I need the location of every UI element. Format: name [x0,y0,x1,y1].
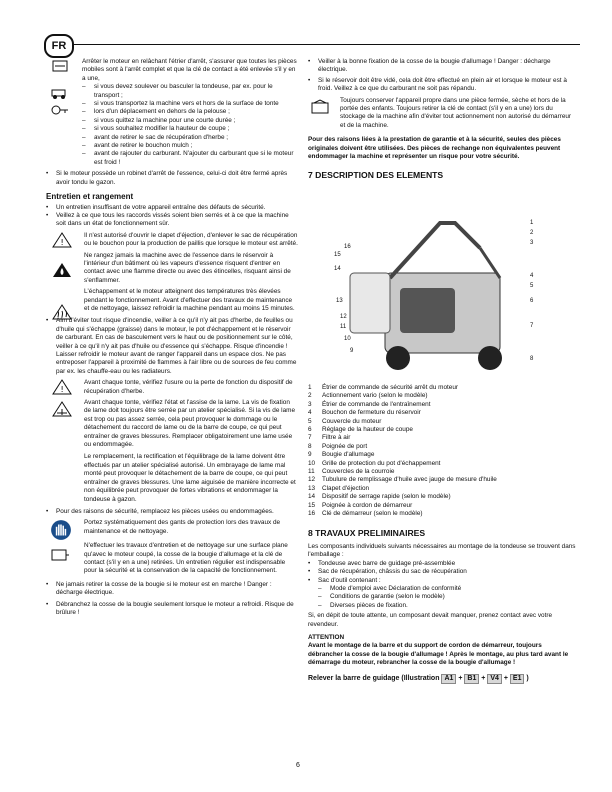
list-item: 5 Couvercle du moteur [308,417,382,425]
callout-label: 6 [530,298,534,304]
callout-label: 2 [530,230,534,236]
blade-check-text: Avant chaque tonte, vérifiez l'état et l'assise de la lame. La vis de fixation de lame doit toujours être serrée par un atelier spécialisé. Si la vis de lame est trop ou pas assez serrée, cela peut provoquer le dommage ou le détachement du raccord de lame ou de la barre de coupe, ce qui peut entraîner de graves blessures. Remplacer obligatoirement une lame usée ou endommagée. [84,399,295,449]
figure-ref: A1 [441,674,456,684]
list-item: – si vous transportez la machine vers et hors de la surface de tonte [82,100,298,108]
callout-label: 1 [530,220,534,226]
package-intro: Les composants individuels suivants nécessaires au montage de la tondeuse se trouvent dans l'emballage : [308,542,576,559]
callout-label: 13 [336,298,343,304]
list-item: 10 Grille de protection du pot d'échappement [308,459,441,467]
list-item: 6 Réglage de la hauteur de coupe [308,426,413,434]
list-item: • Débranchez la cosse de la bougie seulement lorsque le moteur a refroidi. Risque de brûlure ! [46,601,298,618]
list-item: • Veillez à ce que tous les raccords vissés soient bien serrés et à ce que la machine soit dans un état de fonctionnement sûr. [46,212,298,229]
blade-warning-icon [52,401,72,417]
list-item: – lors d'un déplacement en dehors de la pelouse ; [82,108,298,116]
section-title-description: 7 DESCRIPTION DES ELEMENTS [308,170,444,181]
fuel-cock-bullet: • Si le moteur possède un robinet d'arrêt de l'essence, celui-ci doit être fermé après avoir tondu le gazon. [46,170,298,187]
callout-label: 10 [344,336,351,342]
figure-ref: V4 [487,674,502,684]
list-item: • Un entretien insuffisant de votre appareil entraîne des défauts de sécurité. [46,204,298,212]
grass-catcher-text: Avant chaque tonte, vérifiez l'usure ou la perte de fonction du dispositif de récupération d'herbe. [84,379,293,395]
list-item: 12 Tubulure de remplissage d'huile avec jauge de mesure d'huile [308,476,497,484]
missing-part-text: Si, en dépit de toute attente, un composant devait manquer, prenez contact avec votre revendeur. [308,612,553,628]
list-item: • Si le réservoir doit être vidé, cela doit être effectué en plein air et lorsque le moteur est à froid. Veillez à ce que du carburant ne soit pas répandu. [308,77,578,94]
attention-text: Avant le montage de la barre et du support de cordon de démarreur, toujours débrancher la cosse de la bougie d'allumage ! Après le montage, au plus tard avant le démarrage du moteur, rebrancher la cosse de la bougie d'allumage ! [308,642,569,667]
list-item: – si vous souhaitez modifier la hauteur de coupe ; [82,125,298,133]
attention-label: ATTENTION [308,633,345,641]
callout-label: 5 [530,283,534,289]
callout-label: 15 [334,252,341,258]
callout-label: 3 [530,240,534,246]
list-item: • Ne jamais retirer la cosse de la bougie si le moteur est en marche ! Danger : décharge électrique. [46,581,298,598]
blade-replacement-text: Le remplacement, la rectification et l'équilibrage de la lame doivent être effectués par un atelier spécialisé autorisé. Un embrayage de lame mal monté peut provoquer le détachement de la barre de coupe, ce qui peut entraîner de graves blessures. Une lame aiguisée de manière incorrecte et non équilibrée peut provoquer de fortes vibrations et endommager la tondeuse à gazon. [84,453,296,503]
gloves-icon [50,519,72,541]
intro-warning: Arrêter le moteur en relâchant l'étrier d'arrêt, s'assurer que toutes les pièces mobiles sont à l'arrêt complet et que la clé de contact a été enlevée s'il y en a une, [82,58,297,82]
fire-hazard-text: Ne rangez jamais la machine avec de l'essence dans le réservoir à l'intérieur d'un bâtiment où les vapeurs d'essence risquent d'entrer en contact avec une flamme directe ou avec des étincelles, risquant ainsi de s'enflammer. [84,251,291,284]
storage-text: Toujours conserver l'appareil propre dans une pièce fermée, sèche et hors de la portée des enfants. Toujours retirer la clé de contact (s'il y en a une) lors du stockage de la machine afin d'éviter tout actionnement non autorisé du démarreur et de la machine. [340,96,572,129]
list-item: 8 Poignée de port [308,442,368,450]
stop-engine-icon [50,58,70,74]
callout-label: 14 [334,266,341,272]
section-title-maintenance: Entretien et rangement [46,192,134,202]
callout-label: 7 [530,323,534,329]
callout-label: 4 [530,273,534,279]
language-badge: FR [44,34,74,58]
key-icon [50,102,70,118]
list-item: – Conditions de garantie (selon le modèle) [318,593,578,601]
right-column [308,58,578,180]
list-item: 15 Poignée à cordon de démarreur [308,501,413,509]
list-item: 9 Bougie d'allumage [308,451,375,459]
list-item: • Sac de récupération, châssis du sac de récupération [308,568,578,576]
ejection-flap-text: Il n'est autorisé d'ouvrir le clapet d'éjection, d'enlever le sac de récupération ou le bouchon pour la production de paillis que lorsque le moteur est arrêté. [84,231,298,248]
header-rule [72,44,580,45]
list-item: 2 Actionnement vario (selon le modèle) [308,392,428,400]
svg-text:!: ! [60,385,64,395]
gloves-text: Portez systématiquement des gants de protection lors des travaux de maintenance et de nettoyage. [84,519,281,535]
spark-plug-icon [50,547,70,563]
list-item: 13 Clapet d'éjection [308,484,370,492]
figure-ref: E1 [510,674,525,684]
tilt-mower-icon [50,84,70,100]
maintenance-surface-text: N'effectuer les travaux d'entretien et de nettoyage sur une surface plane qu'avec le moteur coupé, la cosse de la bougie d'allumage et la clé de contact (s'il y en a une) retirées. Un entretien régulier est indispensable pour la sécurité et la conservation de la capacité de fonctionnement. [84,542,288,575]
parts-list [308,384,578,684]
list-item: – Diverses pièces de fixation. [318,602,578,610]
list-item: 14 Dispositif de serrage rapide (selon le modèle) [308,493,451,501]
svg-text:!: ! [60,237,64,247]
storage-icon [310,99,330,115]
page-number: 6 [296,762,300,769]
list-item: 7 Filtre à air [308,434,351,442]
callout-label: 9 [350,348,354,354]
ejection-flap-warning-icon [52,232,72,248]
fire-hazard-icon [52,262,72,278]
callout-label: 11 [340,324,347,330]
list-item: 16 Clé de démarreur (selon le modèle) [308,510,423,518]
list-item: – si vous devez soulever ou basculer la tondeuse, par ex. pour le transport ; [82,83,298,100]
original-parts-warning: Pour des raisons liées à la prestation de garantie et à la sécurité, seules des pièces originales doivent être utilisées. Des pièces de rechange non équivalentes peuvent endommager la machine et représenter un risque pour votre sécurité. [308,136,561,161]
callout-label: 12 [340,314,347,320]
figure-ref: B1 [464,674,479,684]
list-item: • Pour des raisons de sécurité, remplacez les pièces usées ou endommagées. [46,508,298,516]
hot-surface-text: L'échappement et le moteur atteignent des températures très élevées pendant le fonctionnement. Avant d'effectuer des travaux de maintenance et de nettoyage, laissez refroidir la machine pendant au moins 15 minutes. [84,288,295,312]
mower-figure [330,218,550,378]
callout-label: 8 [530,356,534,362]
list-item: • Sac d'outil contenant : [308,577,578,585]
list-item: – avant de retirer le bouchon mulch ; [82,142,298,150]
list-item: 11 Couvercles de la courroie [308,468,395,476]
list-item: 4 Bouchon de fermeture du réservoir [308,409,421,417]
list-item: – Mode d'emploi avec Déclaration de conformité [318,585,578,593]
list-item: 1 Étrier de commande de sécurité arrêt du moteur [308,384,459,391]
list-item: – avant de retirer le sac de récupération d'herbe ; [82,134,298,142]
callout-label: 16 [344,244,351,250]
grass-catcher-warning-icon [52,379,72,395]
list-item: • Tondeuse avec barre de guidage pré-assemblée [308,560,578,568]
list-item: 3 Étrier de commande de l'entraînement [308,400,431,408]
list-item: – si vous quittez la machine pour une courte durée ; [82,117,298,125]
list-item: – avant de rajouter du carburant. N'ajouter du carburant que si le moteur est froid ! [82,150,298,167]
raise-handlebar-instruction: Relever la barre de guidage (Illustration A1 + B1 + V4 + E1 ) [308,674,578,684]
fire-risk-bullet: • Afin d'éviter tout risque d'incendie, veiller à ce qu'il n'y ait pas d'herbe, de feuilles ou d'huile qui s'échappe (graisse) dans le moteur, le pot d'échappement et le réservoir de carburant. En cas de basculement vers le haut ou de positionnement sur le côté, veiller à ce qu'il n'y ait pas d'huile ou d'essence qui s'échappe. Risque d'incendie ! Laisser refroidir le moteur avant de ranger l'appareil dans un espace clos. Ne pas entreposer l'appareil à proximité de flammes à l'air libre ou de sources de feu comme par ex. les chauffe-eau ou les radiateurs. [46,317,298,376]
list-item: • Veiller à la bonne fixation de la cosse de la bougie d'allumage ! Danger : décharge électrique. [308,58,578,75]
left-column [46,58,298,617]
section-title-preliminary: 8 TRAVAUX PRELIMINAIRES [308,527,426,538]
